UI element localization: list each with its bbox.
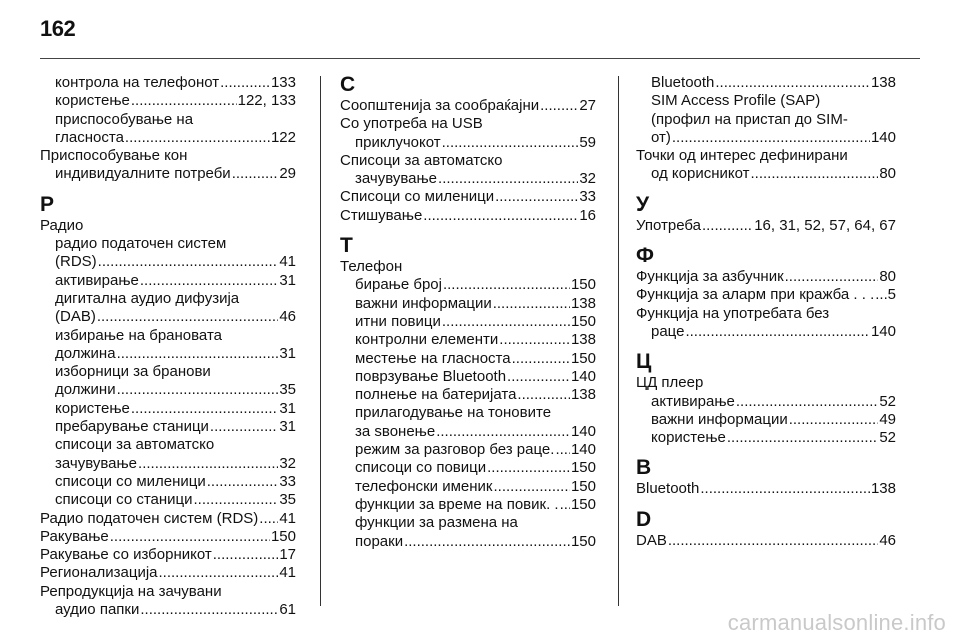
index-entry: (RDS) ..... 41 bbox=[40, 253, 296, 271]
index-entry-line: приспособување на bbox=[55, 110, 194, 128]
index-entry: активирање ..... 52 bbox=[636, 393, 896, 411]
index-entry-line: функции за размена на bbox=[355, 514, 518, 532]
index-entry: списоци со повици ..... 150 bbox=[340, 459, 596, 477]
index-entry: гласноста ..... 122 bbox=[40, 129, 296, 147]
index-entry: важни информации ..... 49 bbox=[636, 411, 896, 429]
index-entry-line: Функција на употребата без bbox=[636, 304, 830, 322]
index-entry: поврзување Bluetooth ..... 140 bbox=[340, 368, 596, 386]
index-column-2 bbox=[340, 74, 596, 551]
index-entry-line: Репродукција на зачувани bbox=[40, 582, 222, 600]
index-entry: приклучокот ..... 59 bbox=[340, 134, 596, 152]
index-entry-line: Со употреба на USB bbox=[340, 115, 483, 133]
index-entry: от) ..... 140 bbox=[636, 129, 896, 147]
index-entry-line: списоци за автоматско bbox=[55, 436, 215, 454]
index-entry: користење ..... 52 bbox=[636, 429, 896, 447]
index-entry: бирање број ..... 150 bbox=[340, 276, 596, 294]
index-entry-line: радио податочен систем bbox=[55, 235, 227, 253]
index-entry: Соопштенија за сообраќајни ..... 27 bbox=[340, 97, 596, 115]
index-entry: контрола на телефонот ..... 133 bbox=[40, 74, 296, 92]
section-letter: У bbox=[636, 192, 650, 216]
index-entry: Стишување ..... 16 bbox=[340, 207, 596, 225]
index-heading: Радио bbox=[40, 216, 84, 234]
index-entry: (DAB) ..... 46 bbox=[40, 308, 296, 326]
index-entry: списоци со станици ..... 35 bbox=[40, 491, 296, 509]
index-entry: Bluetooth ..... 138 bbox=[636, 74, 896, 92]
index-entry: полнење на батеријата ..... 138 bbox=[340, 386, 596, 404]
index-entry-line: (профил на пристап до SIM- bbox=[651, 110, 848, 128]
index-heading: ЦД плеер bbox=[636, 374, 704, 392]
index-entry: активирање ..... 31 bbox=[40, 272, 296, 290]
section-letter: Ф bbox=[636, 244, 654, 268]
section-letter: С bbox=[340, 73, 356, 96]
index-entry-line: Списоци за автоматско bbox=[340, 151, 503, 169]
index-entry: раце ..... 140 bbox=[636, 323, 896, 341]
column-separator-2 bbox=[618, 76, 619, 606]
section-letter: D bbox=[636, 507, 652, 531]
index-entry: должини ..... 35 bbox=[40, 381, 296, 399]
index-entry: местење на гласноста ..... 150 bbox=[340, 350, 596, 368]
index-entry: Употреба ..... 16, 31, 52, 57, 64, 67 bbox=[636, 217, 896, 235]
index-entry: аудио папки ..... 61 bbox=[40, 601, 296, 619]
index-entry: режим за разговор без раце. ..... 140 bbox=[340, 441, 596, 459]
section-letter: B bbox=[636, 456, 652, 480]
index-entry: важни информации ..... 138 bbox=[340, 295, 596, 313]
index-entry: Ракување со изборникот ..... 17 bbox=[40, 546, 296, 564]
index-entry-line: избирање на брановата bbox=[55, 326, 222, 344]
page-number: 162 bbox=[40, 16, 76, 41]
index-entry-line: изборници за бранови bbox=[55, 363, 211, 381]
index-entry: пораки ..... 150 bbox=[340, 533, 596, 551]
index-heading: Телефон bbox=[340, 258, 403, 276]
index-entry: зачувување ..... 32 bbox=[340, 170, 596, 188]
index-entry: од корисникот ..... 80 bbox=[636, 165, 896, 183]
index-entry: функции за време на повик. . ..... 150 bbox=[340, 496, 596, 514]
index-entry: списоци со миленици ..... 33 bbox=[40, 473, 296, 491]
index-entry-line: Точки од интерес дефинирани bbox=[636, 147, 848, 165]
index-entry: за ѕвонење ..... 140 bbox=[340, 423, 596, 441]
column-separator-1 bbox=[320, 76, 321, 606]
index-entry: Регионализација ..... 41 bbox=[40, 564, 296, 582]
index-entry: зачувување ..... 32 bbox=[40, 455, 296, 473]
index-column-3 bbox=[636, 74, 896, 550]
index-entry: должина ..... 31 bbox=[40, 345, 296, 363]
index-entry-line: прилагодување на тоновите bbox=[355, 404, 552, 422]
index-entry: телефонски именик ..... 150 bbox=[340, 478, 596, 496]
index-entry: користење ..... 31 bbox=[40, 400, 296, 418]
index-entry: контролни елементи ..... 138 bbox=[340, 331, 596, 349]
section-letter: Ц bbox=[636, 350, 652, 374]
index-entry: Ракување ..... 150 bbox=[40, 528, 296, 546]
index-entry: Функција за аларм при кражба . . . ..... 5 bbox=[636, 286, 896, 304]
index-column-1 bbox=[40, 74, 296, 619]
index-entry: индивидуалните потреби ..... 29 bbox=[40, 165, 296, 183]
index-entry: користење ..... 122, 133 bbox=[40, 92, 296, 110]
index-entry: Bluetooth ..... 138 bbox=[636, 480, 896, 498]
index-entry-line: SIM Access Profile (SAP) bbox=[651, 92, 821, 110]
index-entry: DAB ..... 46 bbox=[636, 532, 896, 550]
index-entry: Функција за азбучник ..... 80 bbox=[636, 268, 896, 286]
index-entry: итни повици ..... 150 bbox=[340, 313, 596, 331]
index-entry: Радио податочен систем (RDS) ..... 41 bbox=[40, 510, 296, 528]
watermark: carmanualsonline.info bbox=[727, 610, 946, 635]
index-entry-line: Приспособување кон bbox=[40, 147, 188, 165]
top-rule bbox=[40, 58, 920, 59]
index-entry: пребарување станици ..... 31 bbox=[40, 418, 296, 436]
section-letter: Р bbox=[40, 192, 55, 216]
index-entry: Списоци со миленици ..... 33 bbox=[340, 188, 596, 206]
index-entry-line: дигитална аудио дифузија bbox=[55, 289, 240, 307]
section-letter: Т bbox=[340, 234, 353, 258]
